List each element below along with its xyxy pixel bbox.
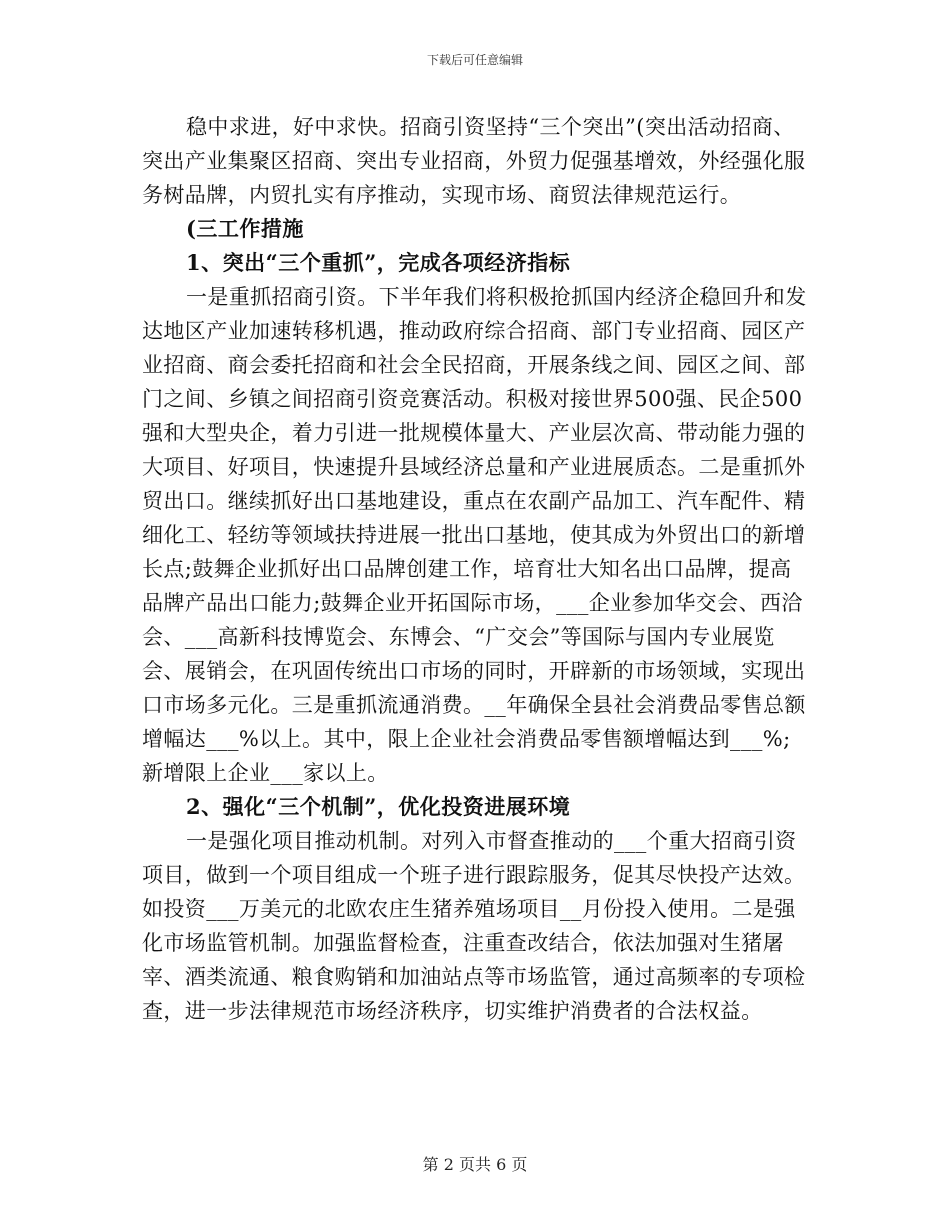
subheading-three-mechanisms: 2、强化“三个机制”，优化投资进展环境 — [186, 794, 571, 819]
paragraph-principles: 稳中求进，好中求快。招商引资坚持“三个突出”(突出活动招商、突出产业集聚区招商、突出专业招商，外贸力促强基增效，外经强化服务树品牌，内贸扎实有序推动，实现市场、商贸法律规范运行。 — [142, 115, 806, 207]
section-heading-measures: (三工作措施 — [186, 216, 304, 241]
paragraph-investment-environment: 一是强化项目推动机制。对列入市督查推动的___个重大招商引资项目，做到一个项目组成一个班子进行跟踪服务，促其尽快投产达效。如投资___万美元的北欧农庄生猪养殖场项目__月份投入使用。二是强化市场监管机制。加强监督检查，注重查改结合，依法加强对生猪屠宰、酒类流通、粮食购销和加油站点等市场监管，通过高频率的专项检查，进一步法律规范市场经济秩序，切实维护消费者的合法权益。 — [142, 829, 806, 1023]
page-header: 下载后可任意编辑 — [426, 53, 523, 67]
subheading-three-focuses: 1、突出“三个重抓”，完成各项经济指标 — [186, 250, 571, 275]
paragraph-economic-indicators: 一是重抓招商引资。下半年我们将积极抢抓国内经济企稳回升和发达地区产业加速转移机遇，推动政府综合招商、部门专业招商、园区产业招商、商会委托招商和社会全民招商，开展条线之间、园区之间、部门之间、乡镇之间招商引资竞赛活动。积极对接世界500强、民企500强和大型央企，着力引进一批规模体量大、产业层次高、带动能力强的大项目、好项目，快速提升县域经济总量和产业进展质态。二是重抓外贸出口。继续抓好出口基地建设，重点在农副产品加工、汽车配件、精细化工、轻纺等领域扶持进展一批出口基地，使其成为外贸出口的新增长点;鼓舞企业抓好出口品牌创建工作，培育壮大知名出口品牌，提高品牌产品出口能力;鼓舞企业开拓国际市场，___企业参加华交会、西洽会、___高新科技博览会、东博会、“广交会”等国际与国内专业展览会、展销会，在巩固传统出口市场的同时，开辟新的市场领域，实现出口市场多元化。三是重抓流通消费。__年确保全县社会消费品零售总额增幅达___%以上。其中，限上企业社会消费品零售额增幅达到___%;新增限上企业___家以上。 — [142, 285, 807, 785]
document-body — [142, 110, 808, 1028]
page-footer: 第 2 页共 6 页 — [422, 1155, 528, 1174]
